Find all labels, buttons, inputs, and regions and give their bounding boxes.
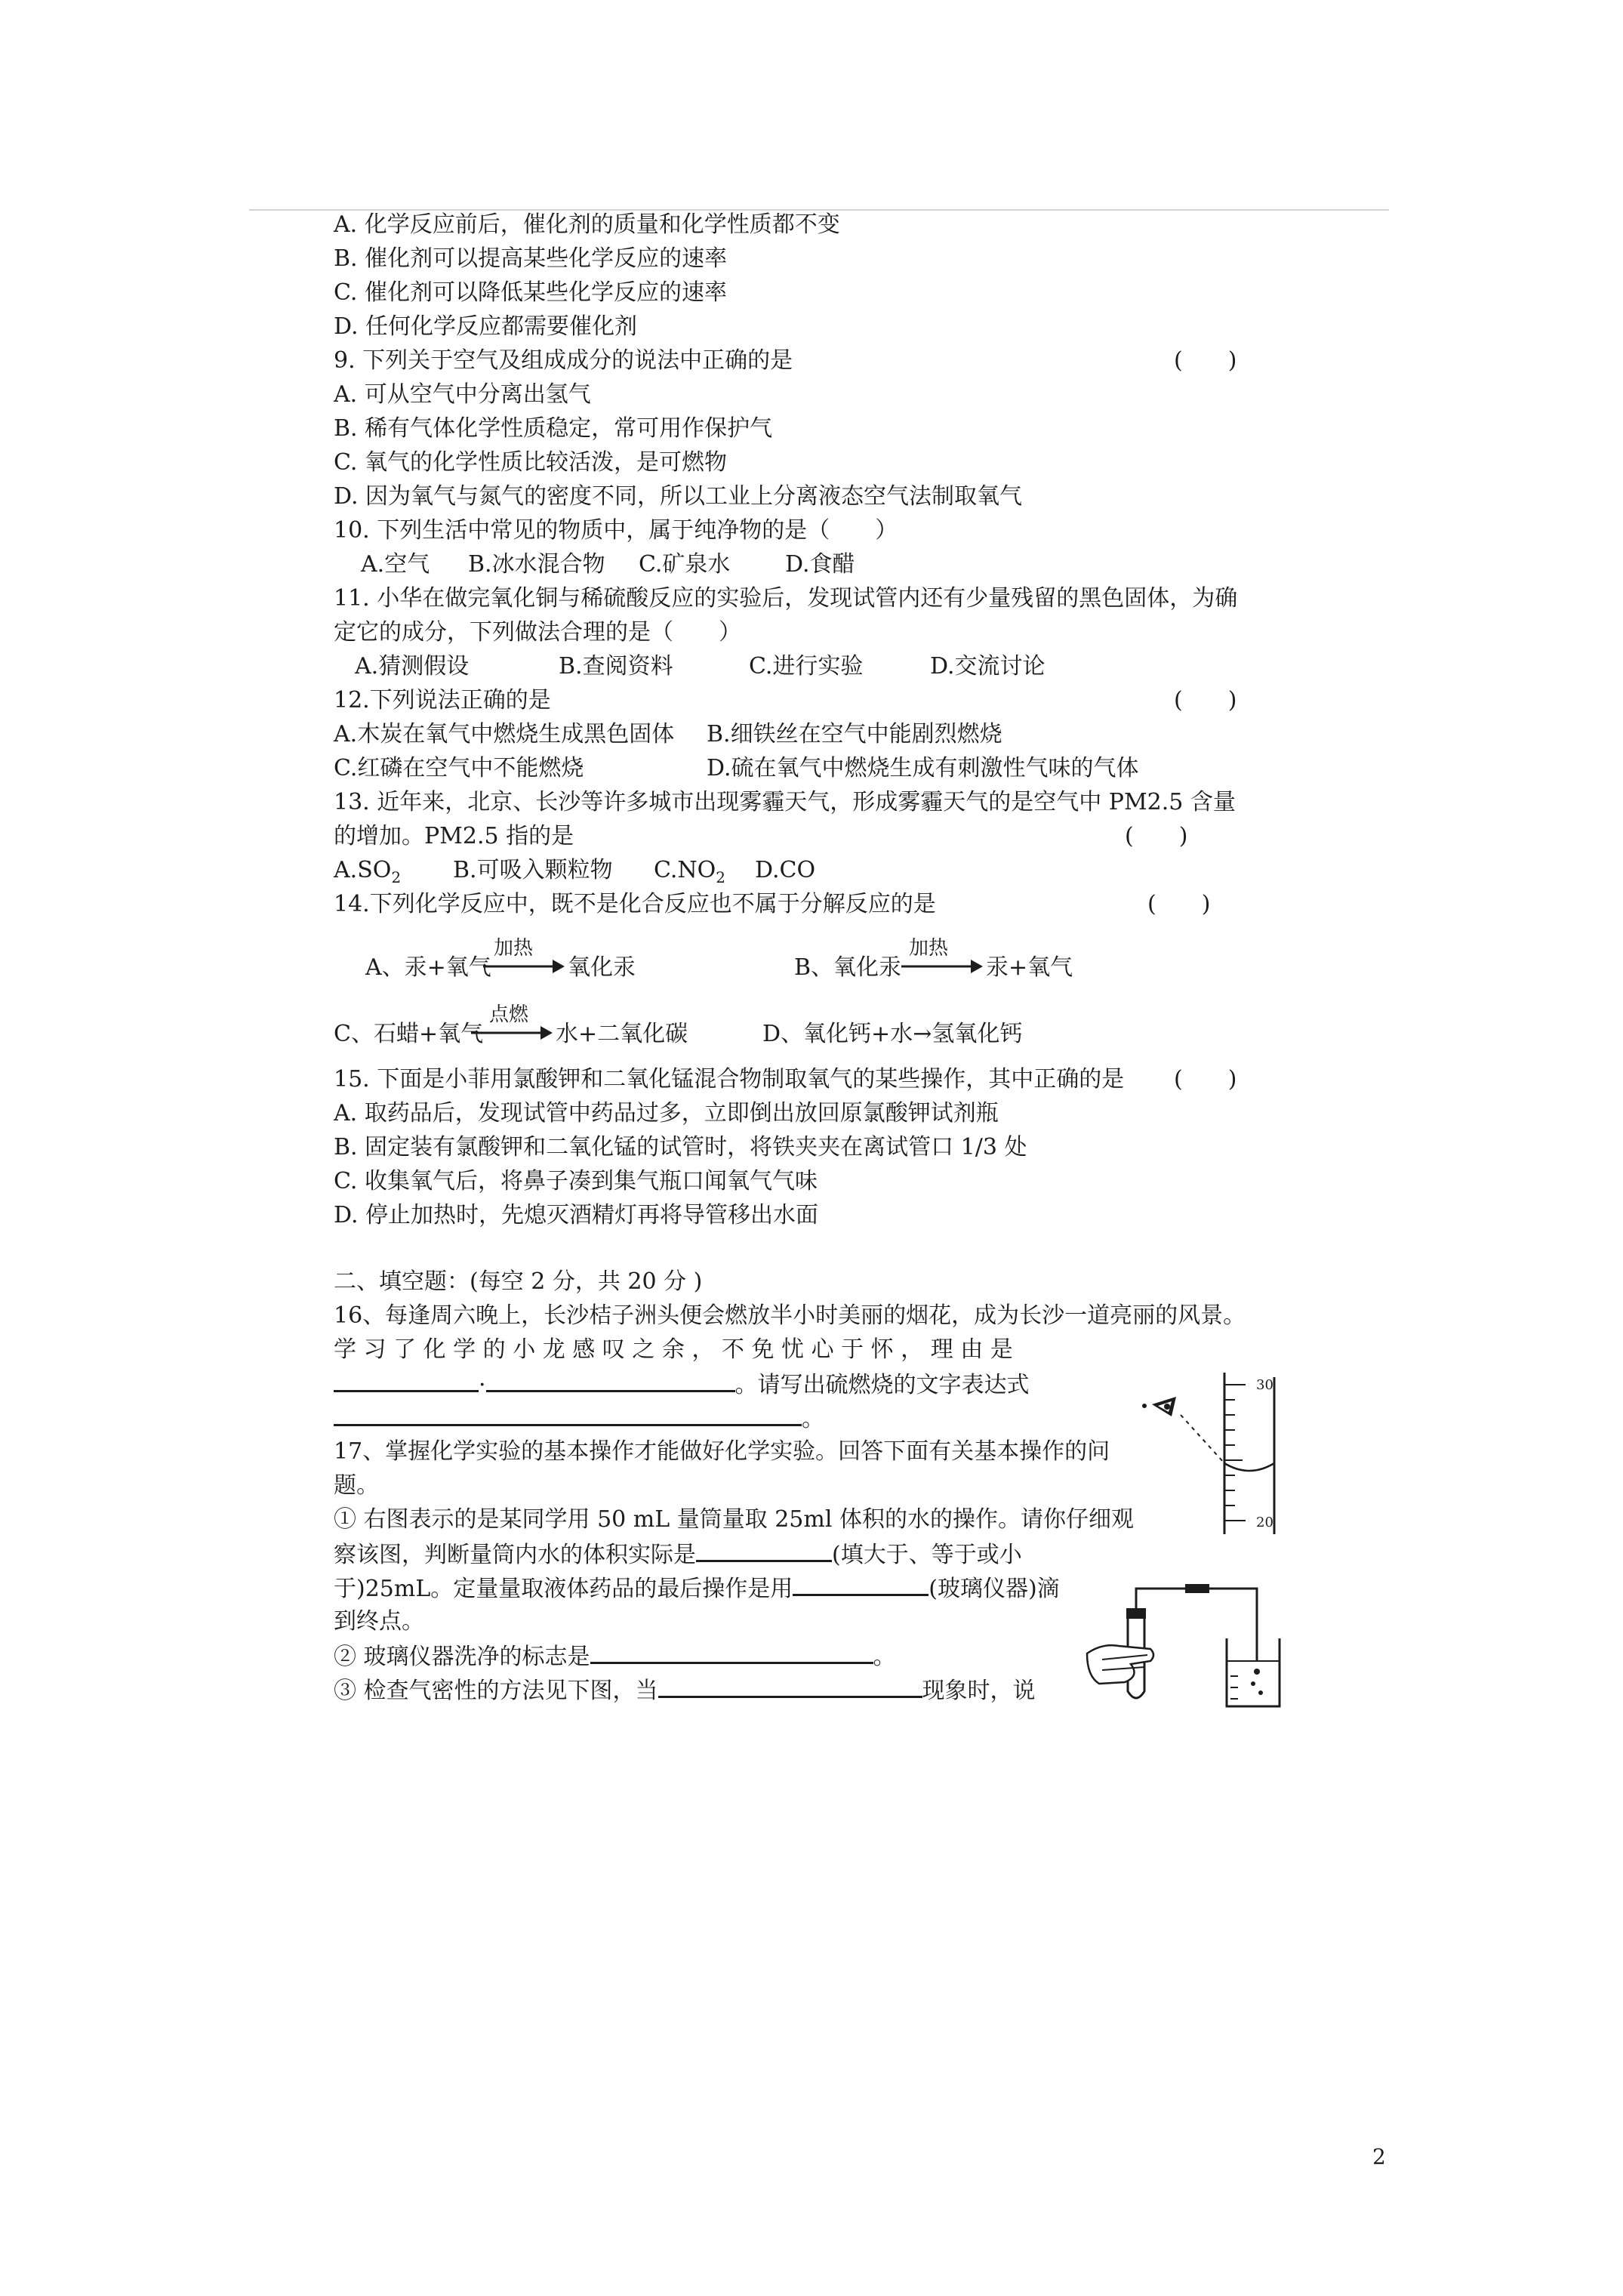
q17-blank-clean-sign[interactable] — [590, 1641, 873, 1664]
q17-part3 — [334, 1675, 1036, 1706]
q17-part1-line2-end: (填大于、等于或小 — [832, 1542, 1022, 1568]
q17-blank-phenomenon[interactable] — [658, 1675, 922, 1698]
q16-line4-end: 。 — [802, 1406, 824, 1432]
q13-option-c — [654, 855, 725, 892]
q16-line2: 学 习 了 化 学 的 小 龙 感 叹 之 余 ， 不 免 忧 心 于 怀 ， 理 由 是 — [334, 1336, 1013, 1363]
q13-option-a — [334, 855, 401, 892]
q12-stem: 12.下列说法正确的是 — [334, 687, 551, 713]
q17-line2: 题。 — [334, 1472, 379, 1499]
q16-line1: 16、每逢周六晚上，长沙桔子洲头便会燃放半小时美丽的烟花，成为长沙一道亮丽的风景。 — [334, 1302, 1246, 1329]
beaker — [1227, 1638, 1280, 1706]
q13-option-a-text: A.SO — [334, 857, 392, 883]
q17-part1-line3-end: (玻璃仪器)滴 — [929, 1576, 1060, 1602]
eye-icon — [1142, 1397, 1176, 1416]
q12-option-a: A.木炭在氧气中燃烧生成黑色固体 — [334, 721, 675, 747]
q15-stem: 15. 下面是小菲用氯酸钾和二氧化锰混合物制取氧气的某些操作，其中正确的是 — [334, 1066, 1125, 1093]
q14-option-b-arrow — [901, 935, 984, 980]
q11-option-d: D.交流讨论 — [930, 653, 1046, 680]
q14-option-c-reactants: C、石蜡+氧气 — [334, 1021, 484, 1047]
q14-option-b-products: 汞+氧气 — [986, 954, 1073, 981]
q17-part1-line3-text: 于)25mL。定量量取液体药品的最后操作是用 — [334, 1576, 793, 1602]
q14-option-c-arrow — [471, 1001, 554, 1046]
q17-blank-volume[interactable] — [696, 1539, 832, 1562]
tube-connector — [1185, 1584, 1209, 1593]
cylinder-label-bottom: 20 — [1256, 1515, 1273, 1530]
q13-option-c-text: C.NO — [654, 857, 716, 883]
q17-part2 — [334, 1641, 896, 1672]
q15-option-b: B. 固定装有氯酸钾和二氧化锰的试管时，将铁夹夹在离试管口 1/3 处 — [334, 1134, 1027, 1160]
q14-stem: 14.下列化学反应中，既不是化合反应也不属于分解反应的是 — [334, 891, 936, 917]
q10-option-c: C.矿泉水 — [639, 551, 731, 578]
graduated-cylinder-figure — [1132, 1373, 1298, 1539]
q10-option-a: A.空气 — [361, 551, 430, 578]
gas-bubbles — [1251, 1669, 1263, 1695]
q17-part1-line2 — [334, 1539, 1022, 1570]
page-number: 2 — [1372, 2144, 1386, 2169]
q9-option-d: D. 因为氧气与氮气的密度不同，所以工业上分离液态空气法制取氧气 — [334, 483, 1023, 510]
q14-option-a-product: 氧化汞 — [568, 954, 636, 981]
q17-part1-line1: ① 右图表示的是某同学用 50 mL 量筒量取 25ml 体积的水的操作。请你仔细观 — [334, 1506, 1134, 1533]
q17-blank-instrument[interactable] — [793, 1573, 929, 1596]
q14-option-a-reactants: A、汞+氧气 — [365, 954, 491, 981]
q17-part1-line4: 到终点。 — [334, 1608, 424, 1635]
q16-blank-2[interactable] — [486, 1369, 735, 1392]
q14-answer-paren: ( ) — [1147, 891, 1211, 917]
q16-line3 — [334, 1369, 1030, 1401]
q10-option-b: B.冰水混合物 — [468, 551, 605, 578]
q10-option-d: D.食醋 — [785, 551, 855, 578]
q13-option-b: B.可吸入颗粒物 — [453, 857, 613, 883]
q17-part1-line2-text: 察该图，判断量筒内水的体积实际是 — [334, 1542, 696, 1568]
q15-option-c: C. 收集氧气后，将鼻子凑到集气瓶口闻氧气气味 — [334, 1168, 818, 1194]
q14-option-c-condition: 点燃 — [489, 1003, 529, 1026]
q9-option-a: A. 可从空气中分离出氢气 — [334, 381, 591, 408]
q10-stem: 10. 下列生活中常见的物质中，属于纯净物的是（ ） — [334, 517, 898, 544]
q17-part2-end: 。 — [873, 1644, 896, 1670]
q12-option-b: B.细铁丝在空气中能剧烈燃烧 — [707, 721, 1002, 747]
section-heading-fill-in: 二、填空题：(每空 2 分，共 20 分 ) — [334, 1268, 703, 1295]
q16-separator: · — [479, 1372, 486, 1398]
q9-stem: 9. 下列关于空气及组成成分的说法中正确的是 — [334, 347, 793, 374]
q14-option-b-condition: 加热 — [909, 937, 949, 960]
q11-stem-line2: 定它的成分，下列做法合理的是（ ） — [334, 619, 741, 646]
q14-option-a-arrow — [483, 935, 566, 980]
rubber-stopper — [1126, 1608, 1146, 1619]
q16-blank-3[interactable] — [334, 1403, 802, 1426]
q14-option-b-reactants: B、氧化汞 — [794, 954, 902, 981]
q12-answer-paren: ( ) — [1174, 687, 1237, 713]
q11-option-c: C.进行实验 — [749, 653, 864, 680]
q16-line3-text: 。请写出硫燃烧的文字表达式 — [735, 1372, 1030, 1398]
q17-part1-line3 — [334, 1573, 1060, 1604]
q17-line1: 17、掌握化学实验的基本操作才能做好化学实验。回答下面有关基本操作的问 — [334, 1438, 1110, 1465]
q8-option-d: D. 任何化学反应都需要催化剂 — [334, 313, 638, 340]
q12-option-c: C.红磷在空气中不能燃烧 — [334, 755, 584, 781]
q13-option-a-subscript: 2 — [391, 868, 402, 886]
q13-answer-paren: ( ) — [1125, 823, 1188, 849]
q12-option-d: D.硫在氧气中燃烧生成有刺激性气味的气体 — [707, 755, 1139, 781]
q14-option-a-condition: 加热 — [494, 937, 534, 960]
q13-option-c-subscript: 2 — [716, 868, 725, 886]
airtightness-apparatus-figure — [1072, 1570, 1291, 1721]
q15-option-a: A. 取药品后，发现试管中药品过多，立即倒出放回原氯酸钾试剂瓶 — [334, 1100, 999, 1126]
q14-option-d: D、氧化钙+水→氢氧化钙 — [762, 1021, 1023, 1047]
q9-option-c: C. 氧气的化学性质比较活泼，是可燃物 — [334, 449, 727, 476]
q9-answer-paren: ( ) — [1174, 347, 1237, 374]
q15-answer-paren: ( ) — [1174, 1066, 1237, 1093]
q13-stem-line1: 13. 近年来，北京、长沙等许多城市出现雾霾天气，形成雾霾天气的是空气中 PM2.5 含量 — [334, 789, 1236, 815]
q11-stem-line1: 11. 小华在做完氧化铜与稀硫酸反应的实验后，发现试管内还有少量残留的黑色固体，为确 — [334, 585, 1238, 612]
q14-option-c-products: 水+二氧化碳 — [556, 1021, 688, 1047]
q16-line4 — [334, 1403, 824, 1435]
cylinder-label-top: 30 — [1256, 1377, 1273, 1393]
q8-option-c: C. 催化剂可以降低某些化学反应的速率 — [334, 279, 727, 306]
q17-part3-end: 现象时，说 — [922, 1678, 1036, 1704]
q8-option-b: B. 催化剂可以提高某些化学反应的速率 — [334, 245, 728, 272]
q13-option-d: D.CO — [755, 857, 816, 883]
q15-option-d: D. 停止加热时，先熄灭酒精灯再将导管移出水面 — [334, 1202, 819, 1228]
q8-option-a: A. 化学反应前后，催化剂的质量和化学性质都不变 — [334, 211, 840, 238]
q13-stem-line2: 的增加。PM2.5 指的是 — [334, 823, 574, 849]
q17-part3-text: ③ 检查气密性的方法见下图，当 — [334, 1678, 658, 1704]
q11-option-a: A.猜测假设 — [355, 653, 470, 680]
q16-blank-1[interactable] — [334, 1369, 479, 1392]
q9-option-b: B. 稀有气体化学性质稳定，常可用作保护气 — [334, 415, 773, 442]
q11-option-b: B.查阅资料 — [559, 653, 673, 680]
delivery-tube — [1136, 1589, 1257, 1661]
q17-part2-text: ② 玻璃仪器洗净的标志是 — [334, 1644, 590, 1670]
